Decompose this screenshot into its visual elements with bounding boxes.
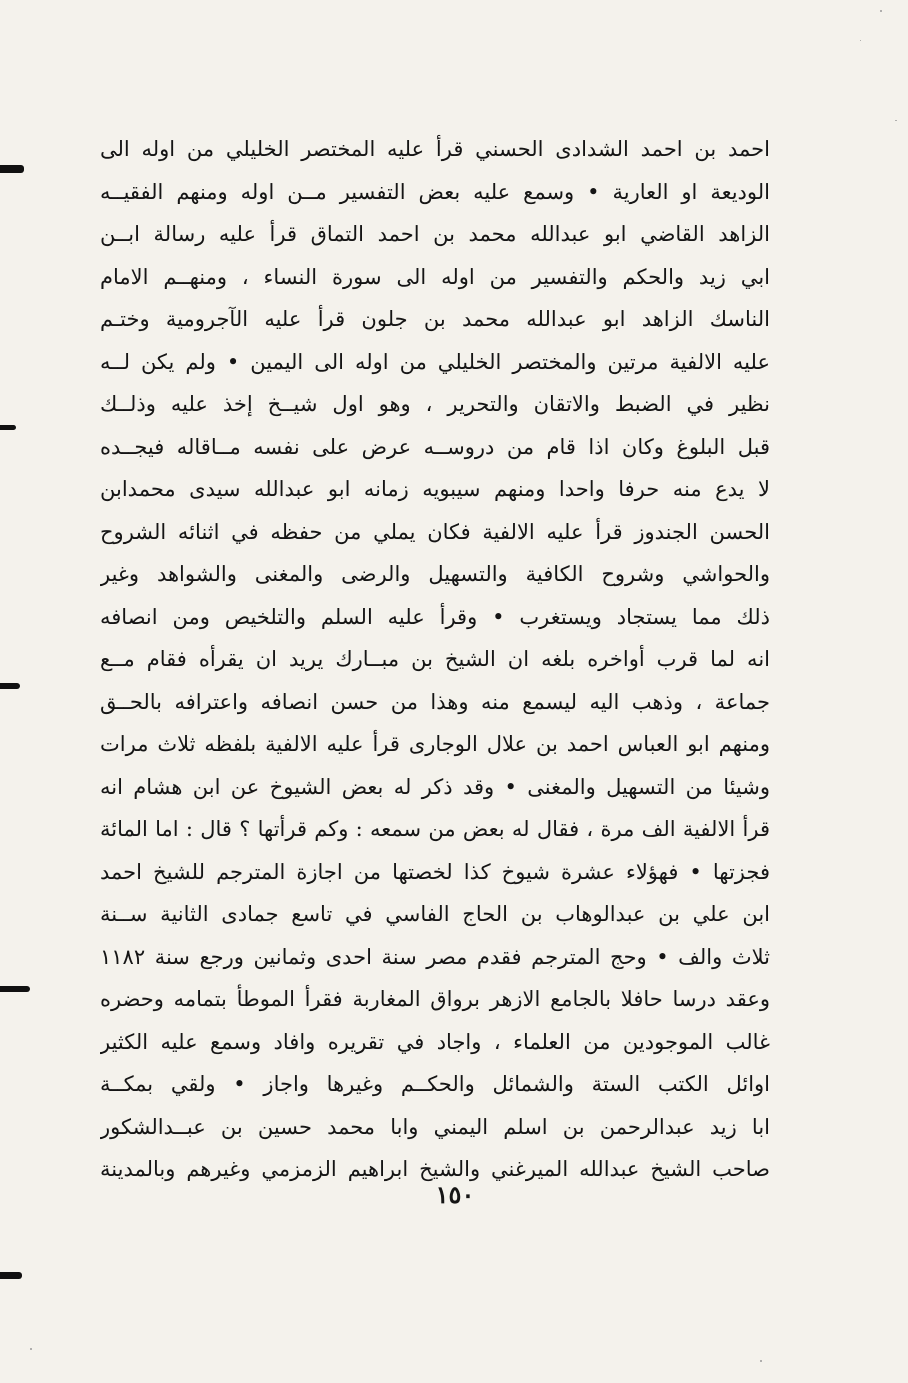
text-line: فجزتها • فهؤلاء عشرة شيوخ كذا لخصتها من اجازة المترجم للشيخ احمد [100,859,770,884]
scan-speck [30,1348,32,1350]
page-number: ١٥٠ [435,1180,475,1209]
text-line: صاحب الشيخ عبدالله الميرغني والشيخ ابراهيم الزمزمي وغيرهم وبالمدينة [100,1157,770,1181]
text-line: انه لما قرب أواخره بلغه ان الشيخ بن مبــارك يريد ان يقرأه فقام مــع [100,647,770,671]
text-line: الناسك الزاهد ابو عبدالله محمد بن جلون قرأ عليه الآجرومية وختـم [100,307,770,331]
text-line: نظير في الضبط والاتقان والتحرير ، وهو اول شيــخ إخذ عليه وذلــك [100,392,770,416]
text-line: لا يدع منه حرفا واحدا ومنهم سيبويه زمانه ابو عبدالله سيدى محمدابن [100,477,770,501]
scan-speck [860,40,861,41]
text-line: وشيئا من التسهيل والمغنى • وقد ذكر له بعض الشيوخ عن ابن هشام انه [100,774,770,799]
text-line: قرأ الالفية الف مرة ، فقال له بعض من سمعه : وكم قرأتها ؟ قال : اما المائة [100,817,770,841]
page-edge-mark [0,165,24,173]
scan-speck [895,120,897,121]
text-line: ثلاث والف • وحج المترجم فقدم مصر سنة احدى وثمانين ورجع سنة ١١٨٢ [100,944,770,969]
text-line: ابي زيد والحكم والتفسير من اوله الى سورة النساء ، ومنهــم الامام [100,264,770,289]
text-line: ومنهم ابو العباس احمد بن علال الوجارى قرأ عليه الالفية بلفظه ثلاث مرات [100,732,770,756]
text-line: اوائل الكتب الستة والشمائل والحكــم وغيرها واجاز • ولقي بمكــة [100,1072,770,1096]
page-edge-mark [0,986,30,992]
text-line: والحواشي وشروح الكافية والتسهيل والرضى والمغنى والشواهد وغير [100,562,770,586]
text-line: الحسن الجندوز قرأ عليه الالفية فكان يملي من حفظه في اثنائه الشروح [100,519,770,544]
text-line: ذلك مما يستجاد ويستغرب • وقرأ عليه السلم والتلخيص ومن انصافه [100,604,770,629]
page-edge-mark [0,1272,22,1279]
page-edge-mark [0,425,16,430]
scan-speck [760,1360,762,1362]
text-line: قبل البلوغ وكان اذا قام من دروســه عرض على نفسه مــاقاله فيجــده [100,434,770,459]
text-line: ابا زيد عبدالرحمن بن اسلم اليمني وابا محمد حسين بن عبــدالشكور [100,1114,770,1139]
text-line: غالب الموجودين من العلماء ، واجاد في تقريره وافاد وسمع عليه الكثير [100,1029,770,1054]
text-line: احمد بن احمد الشدادى الحسني قرأ عليه المختصر الخليلي من اوله الى [100,137,770,161]
scan-speck [880,10,882,12]
page-edge-mark [0,683,20,689]
text-line: جماعة ، وذهب اليه ليسمع منه وهذا من حسن انصافه واعترافه بالحــق [100,689,770,714]
text-line: عليه الالفية مرتين والمختصر الخليلي من اوله الى اليمين • ولم يكن لــه [100,349,770,374]
text-line: وعقد درسا حافلا بالجامع الازهر برواق المغاربة فقرأ الموطأ بتمامه وحضره [100,987,770,1011]
text-line: الوديعة او العارية • وسمع عليه بعض التفسير مــن اوله ومنهم الفقيــه [100,179,770,204]
text-line: الزاهد القاضي ابو عبدالله محمد بن احمد التماق قرأ عليه رسالة ابــن [100,222,770,246]
text-line: ابن علي بن عبدالوهاب بن الحاج الفاسي في تاسع جمادى الثانية ســنة [100,902,770,926]
body-text [100,128,770,1191]
